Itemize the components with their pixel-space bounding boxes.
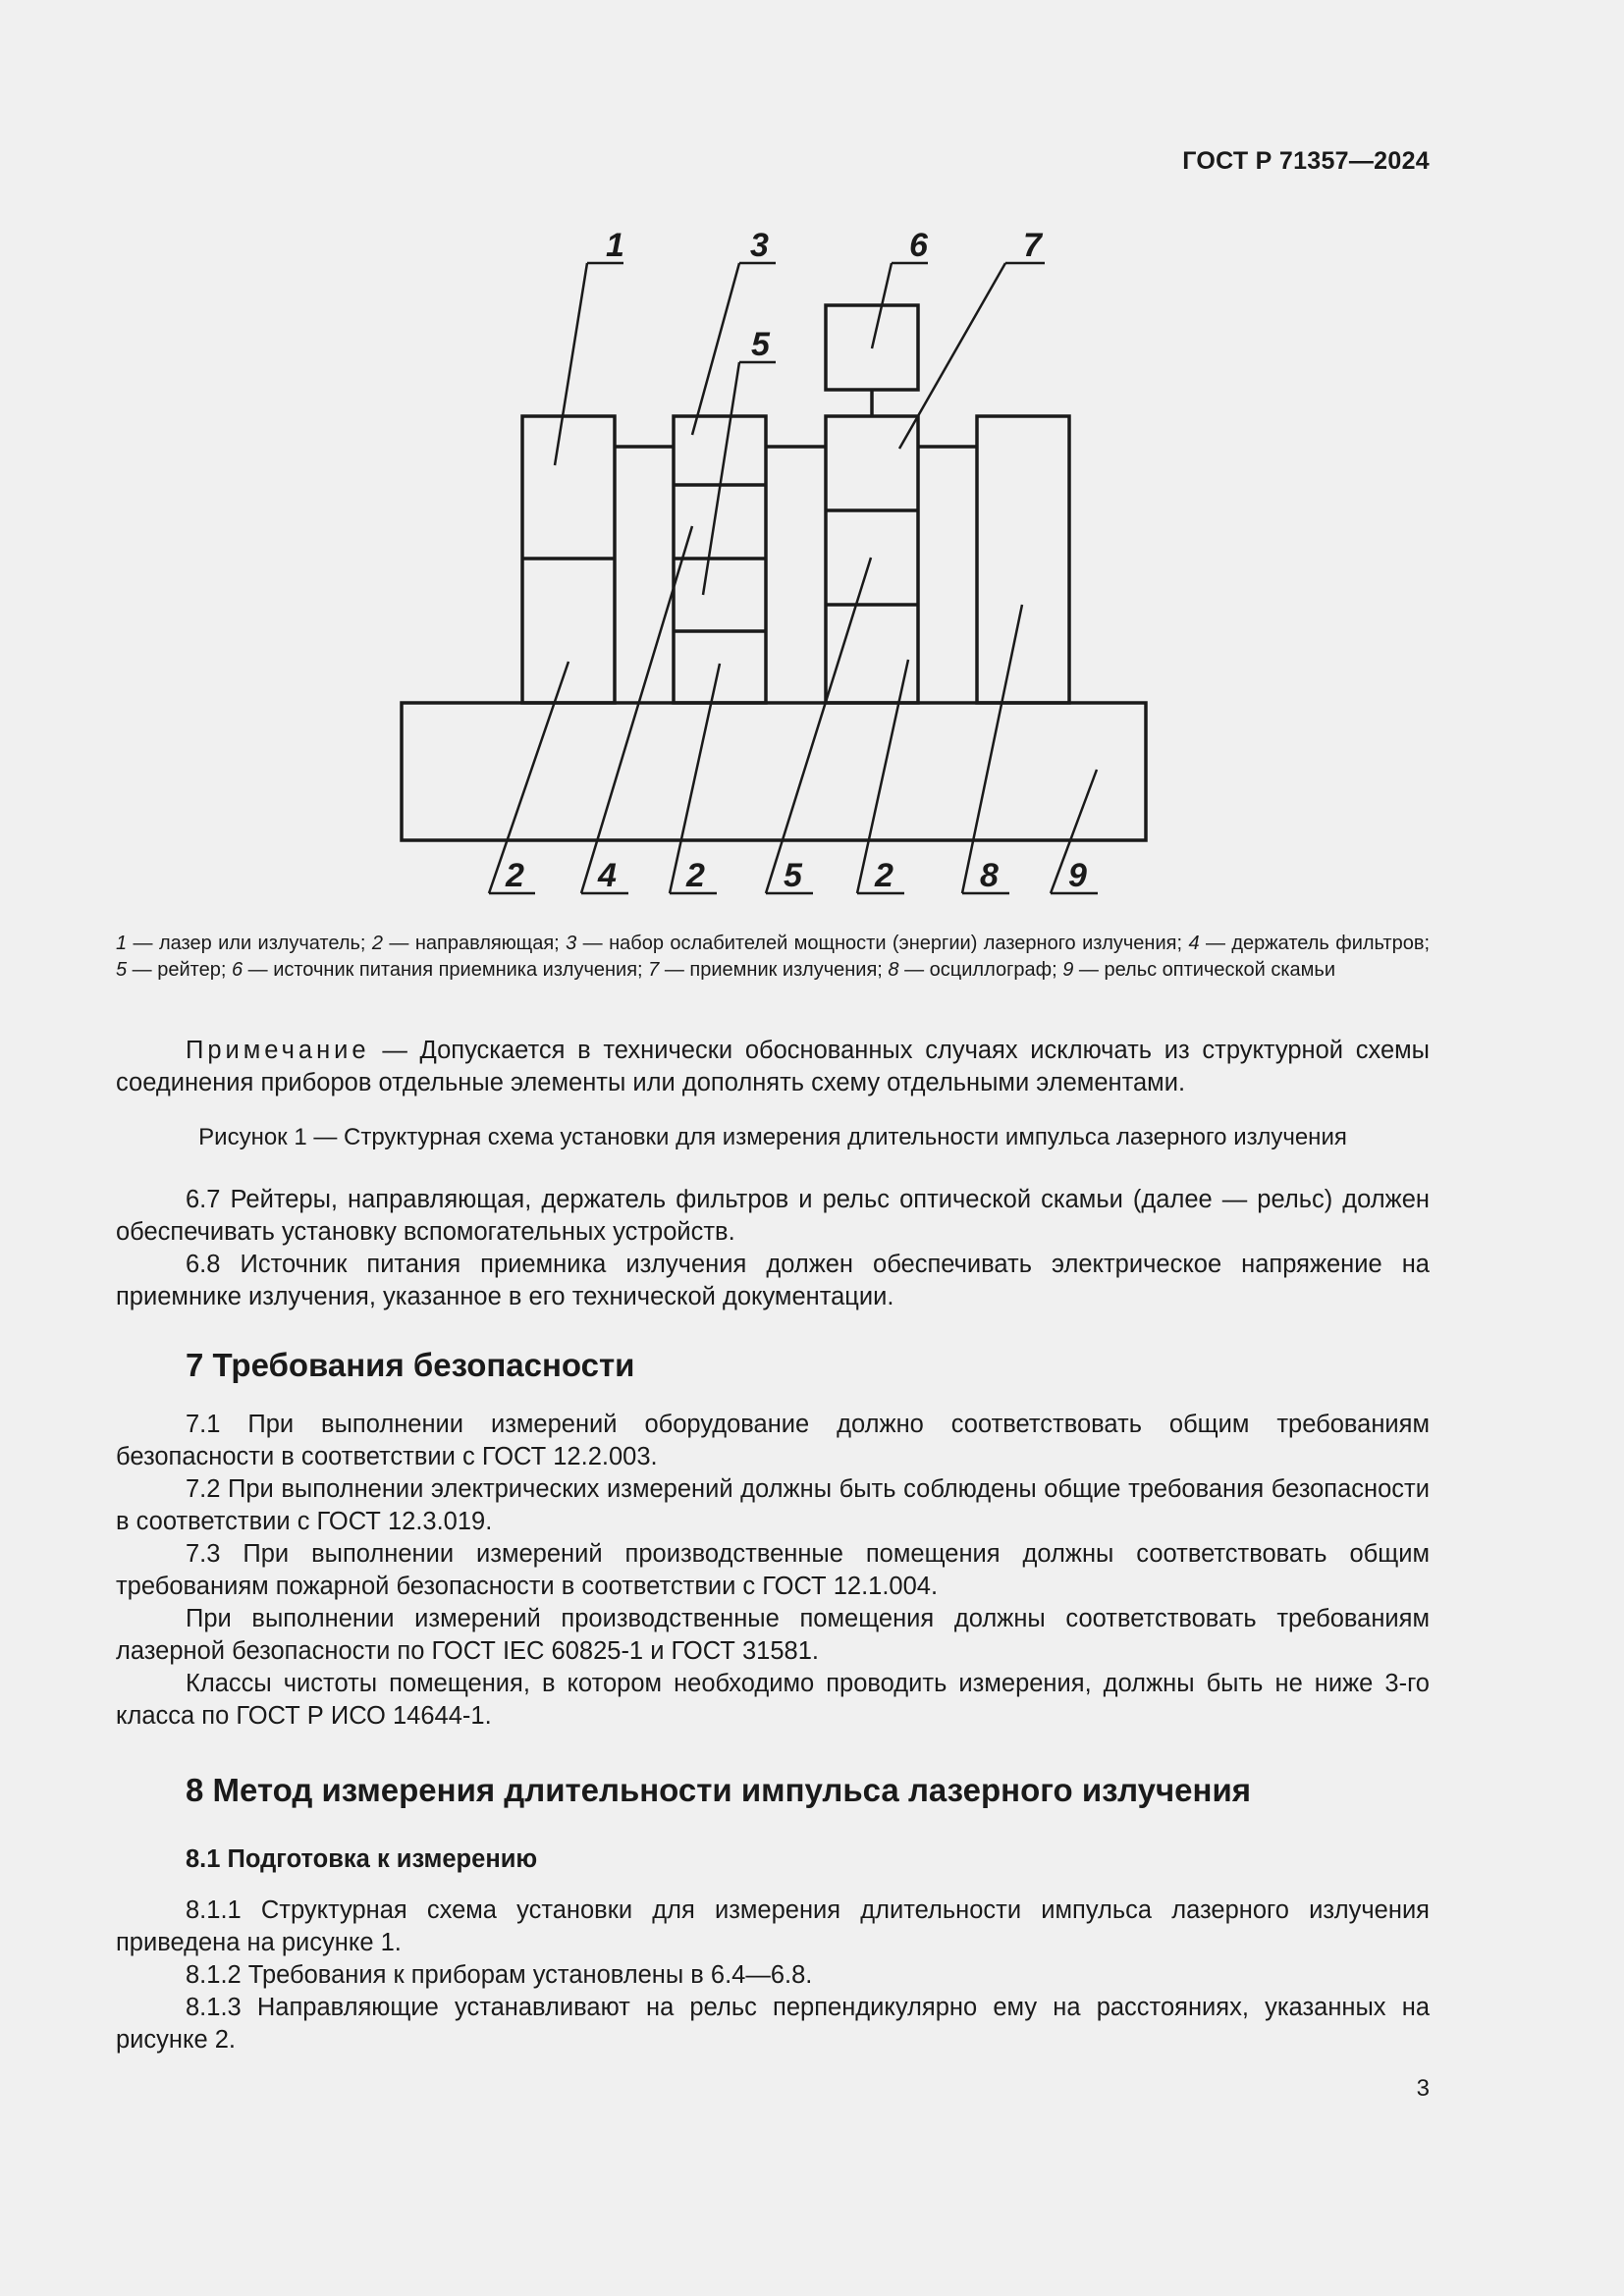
- legend-item: 3 — набор ослабителей мощности (энергии) лазерного излучения;: [566, 933, 1189, 954]
- paragraph-8-1-2: 8.1.2 Требования к приборам установлены в 6.4—6.8.: [186, 1961, 813, 1989]
- note-text: — Допускается в технически обоснованных случаях исключать из структурной схемы соединения приборов отдельные элементы или дополнять схему отдельными элементами.: [116, 1037, 1430, 1096]
- legend-item: 7 — приемник излучения;: [648, 959, 889, 981]
- legend-item: 8 — осциллограф;: [888, 959, 1063, 981]
- figure-note: [116, 1035, 1430, 1099]
- figure-label: 3: [750, 227, 769, 264]
- figure-label: 9: [1068, 857, 1087, 894]
- note-label: Примечание: [186, 1037, 370, 1064]
- page-number: 3: [1416, 2075, 1430, 2102]
- figure-label: 6: [909, 227, 928, 264]
- legend-item: 6 — источник питания приемника излучения;: [231, 959, 649, 981]
- oscilloscope-column: [977, 416, 1069, 703]
- figure-legend: [116, 931, 1430, 984]
- paragraph-6-7: 6.7 Рейтеры, направляющая, держатель фильтров и рельс оптической скамьи (далее — рельс) должен обеспечивать установку вспомогательных устройств.: [116, 1186, 1430, 1246]
- figure-label: 7: [1023, 227, 1042, 264]
- paragraph-7-3: 7.3 При выполнении измерений производственные помещения должны соответствовать общим требованиям пожарной безопасности в соответствии с ГОСТ 12.1.004.: [116, 1540, 1430, 1600]
- paragraph-7-3-laser: При выполнении измерений производственные помещения должны соответствовать требованиям лазерной безопасности по ГОСТ IEC 60825-1 и ГОСТ 31581.: [116, 1605, 1430, 1665]
- section-7-body: [116, 1409, 1430, 1733]
- paragraph-8-1-1: 8.1.1 Структурная схема установки для измерения длительности импульса лазерного излучения приведена на рисунке 1.: [116, 1896, 1430, 1956]
- figure-label: 2: [506, 857, 524, 894]
- figure-label: 5: [751, 326, 770, 363]
- figure-label: 5: [784, 857, 802, 894]
- figure-label: 1: [606, 227, 624, 264]
- section-7-heading: 7 Требования безопасности: [186, 1347, 635, 1383]
- legend-item: 2 — направляющая;: [371, 933, 567, 954]
- figure-diagram: [0, 0, 1624, 923]
- subsection-8-1-heading: 8.1 Подготовка к измерению: [186, 1845, 538, 1873]
- section-8-heading: 8 Метод измерения длительности импульса лазерного излучения: [186, 1772, 1251, 1808]
- section-8: [116, 1772, 1430, 1809]
- paragraph-7-3-cleanliness: Классы чистоты помещения, в котором необходимо проводить измерения, должны быть не ниже 3-го класса по ГОСТ Р ИСО 14644-1.: [116, 1670, 1430, 1730]
- figure-caption: Рисунок 1 — Структурная схема установки для измерения длительности импульса лазерного излучения: [198, 1124, 1347, 1150]
- section-7: [116, 1347, 1430, 1384]
- figure-label: 2: [875, 857, 893, 894]
- document-header: ГОСТ Р 71357—2024: [1182, 147, 1430, 175]
- legend-item: 9 — рельс оптической скамьи: [1062, 959, 1335, 981]
- figure-label: 8: [980, 857, 999, 894]
- legend-item: 5 — рейтер;: [116, 959, 232, 981]
- paragraph-8-1-3: 8.1.3 Направляющие устанавливают на рельс перпендикулярно ему на расстояниях, указанных на рисунке 2.: [116, 1994, 1430, 2054]
- figure-label: 4: [598, 857, 617, 894]
- legend-item: 1 — лазер или излучатель;: [116, 933, 372, 954]
- paragraph-6-8: 6.8 Источник питания приемника излучения должен обеспечивать электрическое напряжение на приемнике излучения, указанное в его технической документации.: [116, 1251, 1430, 1310]
- figure-label: 2: [686, 857, 705, 894]
- paragraph-7-2: 7.2 При выполнении электрических измерений должны быть соблюдены общие требования безопасности в соответствии с ГОСТ 12.3.019.: [116, 1475, 1430, 1535]
- section-8-1-body: [116, 1895, 1430, 2056]
- legend-item: 4 — держатель фильтров;: [1188, 933, 1430, 954]
- paragraph-7-1: 7.1 При выполнении измерений оборудование должно соответствовать общим требованиям безопасности в соответствии с ГОСТ 12.2.003.: [116, 1411, 1430, 1470]
- section-8-1: [116, 1845, 1430, 1874]
- section-6-block: [116, 1184, 1430, 1313]
